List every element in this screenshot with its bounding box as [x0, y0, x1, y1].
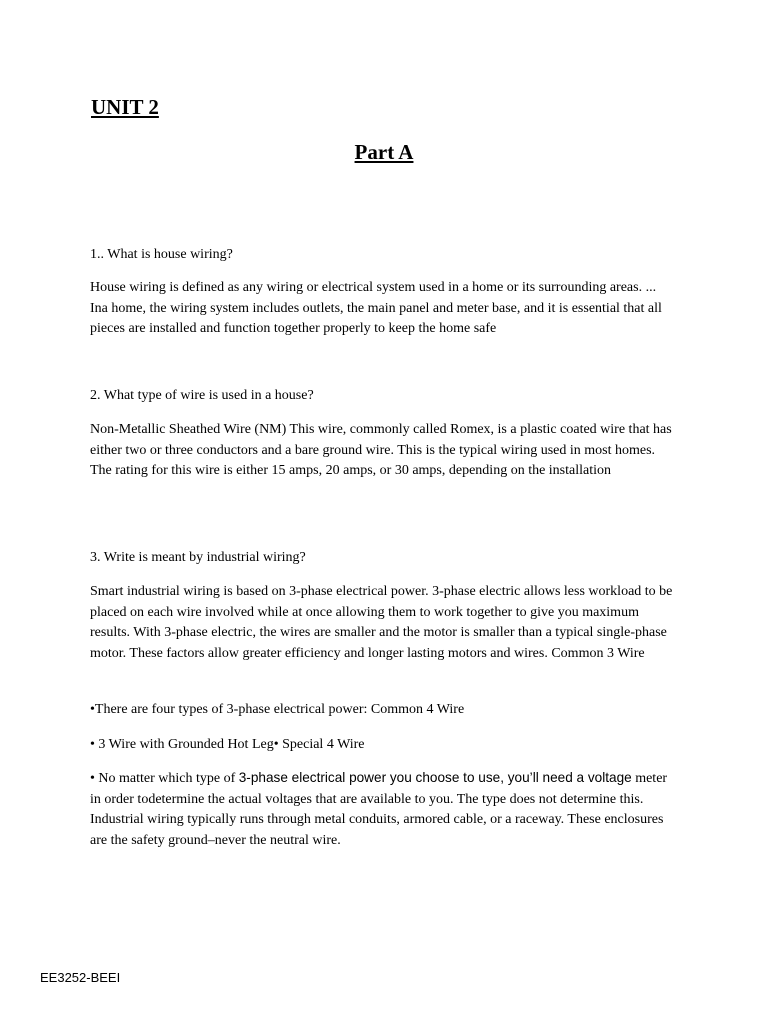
bullet-text-sans: 3-phase electrical power you choose to use, you’ll need a voltage [238, 770, 632, 785]
question-2: 2. What type of wire is used in a house? [90, 388, 314, 403]
question-3: 3. Write is meant by industrial wiring? [90, 550, 306, 565]
bullet-item [90, 768, 676, 851]
bullet-item: •There are four types of 3-phase electrical power: Common 4 Wire [90, 702, 465, 717]
part-title: Part A [354, 140, 414, 164]
answer-1: House wiring is defined as any wiring or electrical system used in a home or its surrounding areas. ... Ina home, the wiring system includes outlets, the main panel and meter base, and it is essential that all pieces are installed and function together properly to keep the home safe [90, 280, 662, 337]
unit-title: UNIT 2 [91, 95, 159, 119]
bullet-text-rest: meter in order todetermine the actual voltages that are available to you. The type does not determine this. Industrial wiring typically runs through metal conduits, armored cable, or a raceway. These enclosures are the safety ground–never the neutral wire. [90, 771, 668, 848]
bullet-text-lead: • No matter which type of [90, 771, 239, 786]
page-footer: EE3252-BEEI [40, 970, 121, 985]
question-1: 1.. What is house wiring? [90, 247, 233, 262]
answer-3: Smart industrial wiring is based on 3-phase electrical power. 3-phase electric allows less workload to be placed on each wire involved while at once allowing them to work together to give you maximum results. With 3-phase electric, the wires are smaller and the motor is smaller than a typical single-phase motor. These factors allow greater efficiency and longer lasting motors and wires. Common 3 Wire [90, 584, 673, 661]
bullet-item: • 3 Wire with Grounded Hot Leg• Special 4 Wire [90, 737, 365, 752]
answer-2: Non-Metallic Sheathed Wire (NM) This wire, commonly called Romex, is a plastic coated wire that has either two or three conductors and a bare ground wire. This is the typical wiring used in most homes. The rating for this wire is either 15 amps, 20 amps, or 30 amps, depending on the installation [90, 422, 672, 479]
